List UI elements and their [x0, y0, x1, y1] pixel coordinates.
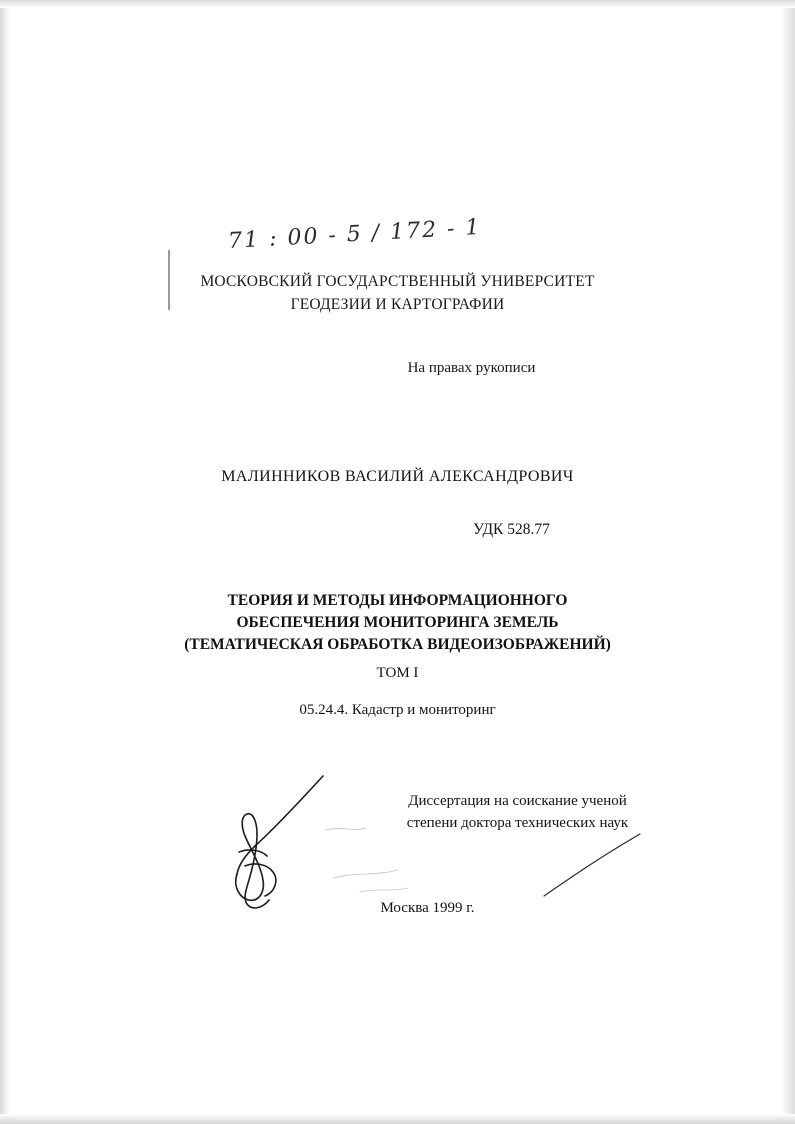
volume-label: ТОМ I — [376, 665, 419, 681]
page-title-line-2: ОБЕСПЕЧЕНИЯ МОНИТОРИНГА ЗЕМЕЛЬ — [236, 614, 559, 631]
udk-code: УДК 528.77 — [473, 521, 550, 538]
page-title-line-1: ТЕОРИЯ И МЕТОДЫ ИНФОРМАЦИОННОГО — [227, 592, 568, 609]
university-name — [0, 270, 795, 316]
page-title-line-3: (ТЕМАТИЧЕСКАЯ ОБРАБОТКА ВИДЕОИЗОБРАЖЕНИЙ) — [184, 636, 611, 653]
university-name-line-1: МОСКОВСКИЙ ГОСУДАРСТВЕННЫЙ УНИВЕРСИТЕТ — [200, 273, 595, 290]
speciality-code: 05.24.4. Кадастр и мониторинг — [299, 702, 496, 718]
university-name-line-2: ГЕОДЕЗИИ И КАРТОГРАФИИ — [290, 296, 505, 313]
city-and-year: Москва 1999 г. — [380, 900, 475, 916]
manuscript-note: На правах рукописи — [407, 360, 536, 376]
degree-statement — [0, 790, 795, 834]
page-title — [0, 590, 795, 656]
author-name: МАЛИННИКОВ ВАСИЛИЙ АЛЕКСАНДРОВИЧ — [221, 468, 574, 485]
degree-statement-line-1: Диссертация на соискание ученой — [408, 793, 627, 809]
stray-pen-stroke-icon — [540, 830, 650, 900]
handwritten-catalog-number: 71 : 00 - 5 / 172 - 1 — [227, 214, 483, 255]
degree-statement-line-2: степени доктора технических наук — [406, 815, 629, 831]
